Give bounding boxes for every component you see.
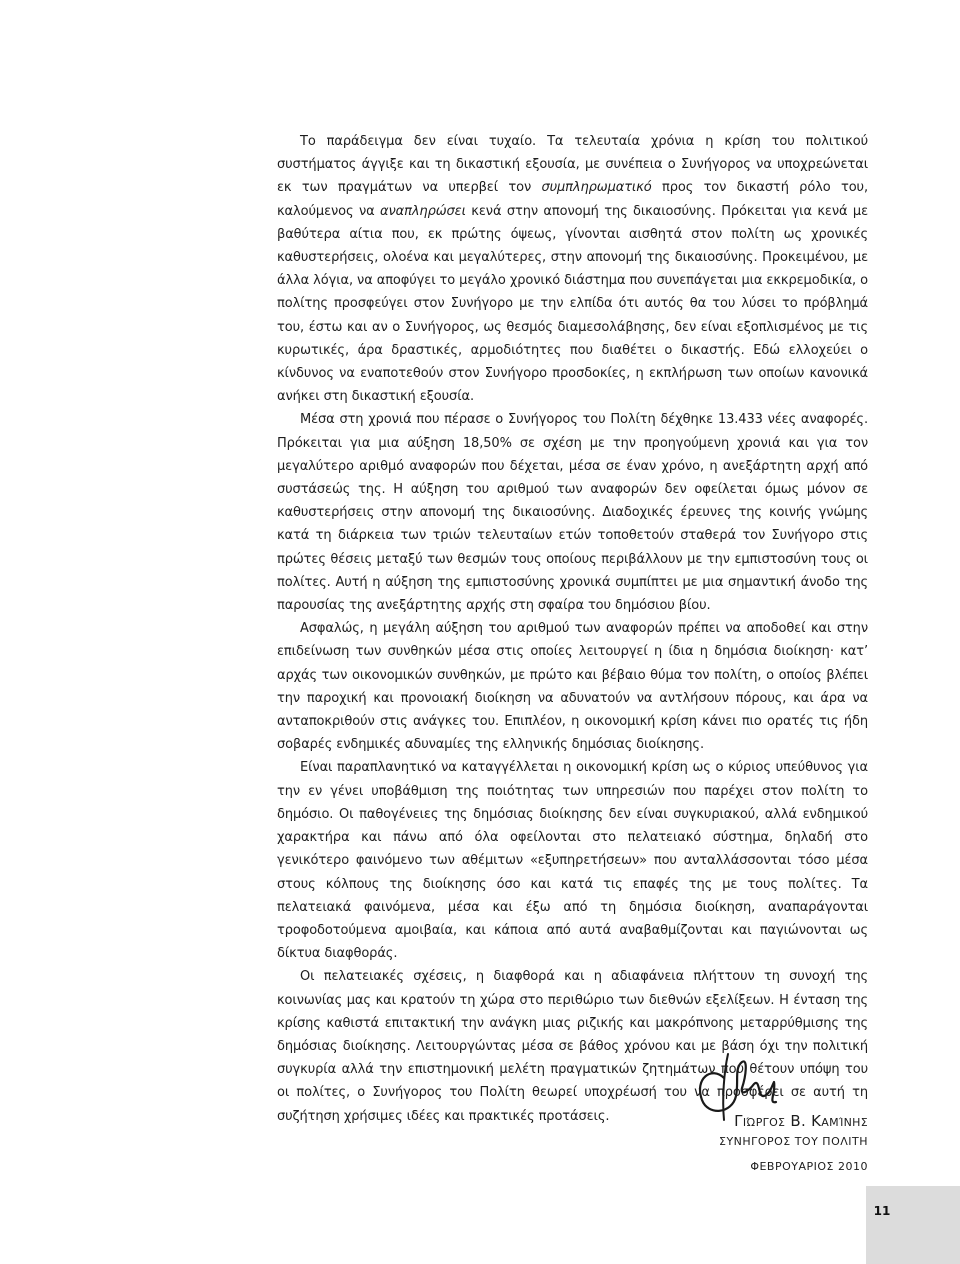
paragraph-text: Ασφαλώς, η μεγάλη αύξηση του αριθμού των αναφορών πρέπει να αποδοθεί και στην επιδείνωση των συνθηκών μέσα στις οποίες λειτουργεί η ίδια η δημόσια διοίκηση· κατ’ αρχάς των οικονομικών συνθηκών, με πρώτο και βέβαιο θύμα τον πολίτη, ο οποίος βλέπει την παροχική και προνοιακή διοίκηση να αδυνατούν να αντλήσουν πόρους, και άρα να ανταποκριθούν στις ανάγκες του. Επιπλέον, η οικονομική κρίση κάνει πιο ορατές τις ήδη σοβαρές ενδημικές αδυναμίες της ελληνικής δημόσιας διοίκησης. bbox=[277, 621, 868, 753]
signature-date: ΦΕΒΡΟΥΑΡΙΟΣ 2010 bbox=[750, 1160, 868, 1173]
letter-body bbox=[277, 130, 868, 1128]
paragraph-text: Μέσα στη χρονιά που πέρασε ο Συνήγορος του Πολίτη δέχθηκε 13.433 νέες αναφορές. Πρόκειται για μια αύξηση 18,50% σε σχέση με την προηγούμενη χρονιά και για τον μεγαλύτερο αριθμό αναφορών που δέχεται, μέσα σε έναν χρόνο, η ανεξάρτητη αρχή από συστάσεώς της. Η αύξηση του αριθμού των αναφορών δεν οφείλεται όμως μόνον σε καθυστερήσεις στην απονομή της δικαιοσύνης. Διαδοχικές έρευνες της κοινής γνώμης κατά τη διάρκεια των τριών τελευταίων ετών τοποθετούν σταθερά τον Συνήγορο στις πρώτες θέσεις μεταξύ των θεσμών τους οποίους περιβάλλουν με την εμπιστοσύνη τους οι πολίτες. Αυτή η αύξηση της εμπιστοσύνης χρονικά συμπίπτει με μια σημαντική άνοδο της παρουσίας της ανεξάρτητης αρχής στη σφαίρα του δημόσιου βίου. bbox=[277, 412, 868, 614]
signatory-name: Γιώργος Β. Καμίνης bbox=[734, 1112, 868, 1130]
signatory-role: ΣΥΝΗΓΟΡΟΣ ΤΟΥ ΠΟΛΙΤΗ bbox=[719, 1135, 868, 1148]
paragraph-text: Οι πελατειακές σχέσεις, η διαφθορά και η αδιαφάνεια πλήττουν τη συνοχή της κοινωνίας μας και κρατούν τη χώρα στο περιθώριο των διεθνών εξελίξεων. Η ένταση της κρίσης καθιστά επιτακτική την ανάγκη μιας ριζικής και μακρόπνοης μεταρρύθμισης της δημόσιας διοίκησης. Λειτουργώντας μέσα σε βάθος χρόνου και με βάση όχι την πολιτική συγκυρία αλλά την επιστημονική μελέτη πραγματικών ζητημάτων που θέτουν υπόψη του οι πολίτες, ο Συνήγορος του Πολίτη θεωρεί υποχρέωσή του να προσφέρει σε αυτή τη συζήτηση χρήσιμες ιδέες και πρακτικές προτάσεις. bbox=[277, 969, 868, 1124]
paragraph-text: προς τον δικαστή ρόλο του, καλούμενος να bbox=[277, 180, 868, 219]
paragraph bbox=[277, 408, 868, 617]
emphasized-text: αναπληρώσει bbox=[380, 203, 466, 219]
paragraph bbox=[277, 130, 868, 408]
paragraph-text: Είναι παραπλανητικό να καταγγέλλεται η οικονομική κρίση ως ο κύριος υπεύθυνος για την εν γένει υποβάθμιση της ποιότητας των υπηρεσιών που παρέχει στον πολίτη το δημόσιο. Οι παθογένειες της δημόσιας διοίκησης δεν είναι συγκυριακού, αλλά ενδημικού χαρακτήρα και πάνω από όλα οφείλονται στο πελατειακό σύστημα, δηλαδή στο γενικότερο φαινόμενο των αθέμιτων «εξυπηρετήσεων» που ανταλλάσσονται τόσο μέσα στους κόλπους της διοίκησης όσο και κατά τις επαφές της με τους πολίτες. Τα πελατειακά φαινόμενα, μέσα και έξω από τη δημόσια διοίκηση, αναπαράγονται τροφοδοτούμενα αμοιβαία, και κάποια από αυτά αναβαθμίζονται και παγιώνονται ως δίκτυα διαφθοράς. bbox=[277, 760, 868, 962]
paragraph bbox=[277, 617, 868, 756]
page-number: 11 bbox=[873, 1204, 891, 1218]
emphasized-text: συμπληρωματικό bbox=[541, 180, 652, 196]
page-number-tab bbox=[866, 1186, 960, 1264]
paragraph-text: Το παράδειγμα δεν είναι τυχαίο. Τα τελευταία χρόνια η κρίση του πολιτικού συστήματος άγγιξε και τη δικαστική εξουσία, με συνέπεια ο Συνήγορος να υποχρεώνεται εκ των πραγμάτων να υπερβεί τον bbox=[277, 134, 868, 196]
paragraph-text: κενά στην απονομή της δικαιοσύνης. Πρόκειται για κενά με βαθύτερα αίτια που, εκ πρώτης όψεως, γίνονται αισθητά στον πολίτη ως χρονικές καθυστερήσεις, ολοένα και μεγαλύτερες, στην απονομή της δικαιοσύνης. Προκειμένου, με άλλα λόγια, να αποφύγει το μεγάλο χρονικό διάστημα που συνεπάγεται μια εκκρεμοδικία, ο πολίτης προσφεύγει στον Συνήγορο με την ελπίδα ότι αυτός θα του λύσει το πρόβλημά του, έστω και αν ο Συνήγορος, ως θεσμός διαμεσολάβησης, δεν είναι εξοπλισμένος με τις κυρωτικές, άρα δραστικές, αρμοδιότητες που διαθέτει ο δικαστής. Εδώ ελλοχεύει ο κίνδυνος να εναποτεθούν στον Συνήγορο προσδοκίες, η εκπλήρωση των οποίων κανονικά ανήκει στη δικαστική εξουσία. bbox=[277, 203, 868, 405]
paragraph bbox=[277, 756, 868, 965]
